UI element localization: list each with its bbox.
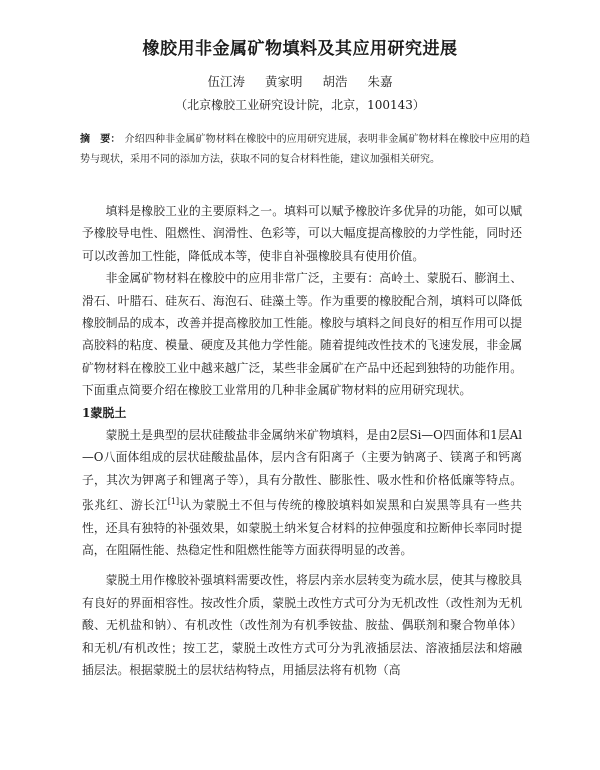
author-name: 朱嘉 bbox=[367, 74, 393, 89]
author-list bbox=[0, 72, 600, 90]
author-name: 伍江涛 bbox=[207, 74, 245, 89]
abstract-label: 摘 要： bbox=[80, 134, 121, 145]
paragraph-text: 蒙脱土是典型的层状硅酸盐非金属纳米矿物填料，是由2层Si—O四面体和1层Al—O八面体组成的层状硅酸盐晶体，层内含有阳离子（主要为钠离子、镁离子和钙离子，其次为钾离子和锂离子等），具有分散性、膨胀性、吸水性和价格低廉等特点。张兆红、游长江 bbox=[82, 428, 522, 513]
paper-title: 橡胶用非金属矿物填料及其应用研究进展 bbox=[142, 39, 458, 59]
abstract-text: 介绍四种非金属矿物材料在橡胶中的应用研究进展，表明非金属矿物材料在橡胶中应用的趋势与现状，采用不同的添加方法，获取不同的复合材料性能，建议加强相关研究。 bbox=[80, 134, 531, 165]
paragraph-minerals: 非金属矿物材料在橡胶中的应用非常广泛，主要有：高岭土、蒙脱石、膨润土、滑石、叶腊石、硅灰石、海泡石、硅藻土等。作为重要的橡胶配合剂，填料可以降低橡胶制品的成本，改善并提高橡胶加工性能。橡胶与填料之间良好的相互作用可以提高胶料的粘度、模量、硬度及其他力学性能。随着提纯改性技术的飞速发展，非金属矿物材料在橡胶工业中越来越广泛，某些非金属矿在产品中还起到独特的功能作用。下面重点简要介绍在橡胶工业常用的几种非金属矿物材料的应用研究现状。 bbox=[82, 271, 522, 398]
affiliation: （北京橡胶工业研究设计院，北京，100143） bbox=[175, 98, 425, 112]
author-name: 胡浩 bbox=[322, 74, 348, 89]
citation-ref: [1] bbox=[167, 497, 180, 507]
author-name: 黄家明 bbox=[264, 74, 303, 89]
abstract bbox=[80, 130, 530, 170]
body-text bbox=[82, 200, 522, 681]
paragraph-text: 认为蒙脱土不但与传统的橡胶填料如炭黑和白炭黑等具有一些共性，还具有独特的补强效果，如蒙脱土纳米复合材料的拉伸强度和拉断伸长率同时提高，在阻隔性能、热稳定性和阻燃性能等方面获得明显的改善。 bbox=[82, 498, 522, 558]
paragraph-intro: 填料是橡胶工业的主要原料之一。填料可以赋予橡胶许多优异的功能，如可以赋予橡胶导电性、阻燃性、润滑性、色彩等，可以大幅度提高橡胶的力学性能，同时还可以改善加工性能，降低成本等，使非自补强橡胶具有使用价值。 bbox=[82, 204, 522, 263]
paragraph-montmorillonite bbox=[82, 424, 522, 561]
paragraph-modification: 蒙脱土用作橡胶补强填料需要改性，将层内亲水层转变为疏水层，使其与橡胶具有良好的界面相容性。按改性介质，蒙脱土改性方式可分为无机改性（改性剂为无机酸、无机盐和钠）、有机改性（改性剂为有机季铵盐、胺盐、偶联剂和聚合物单体）和无机/有机改性；按工艺，蒙脱土改性方式可分为乳液插层法、溶液插层法和熔融插层法。根据蒙脱土的层状结构特点，用插层法将有机物（高 bbox=[82, 573, 522, 678]
section-heading: 1蒙脱土 bbox=[82, 405, 127, 420]
